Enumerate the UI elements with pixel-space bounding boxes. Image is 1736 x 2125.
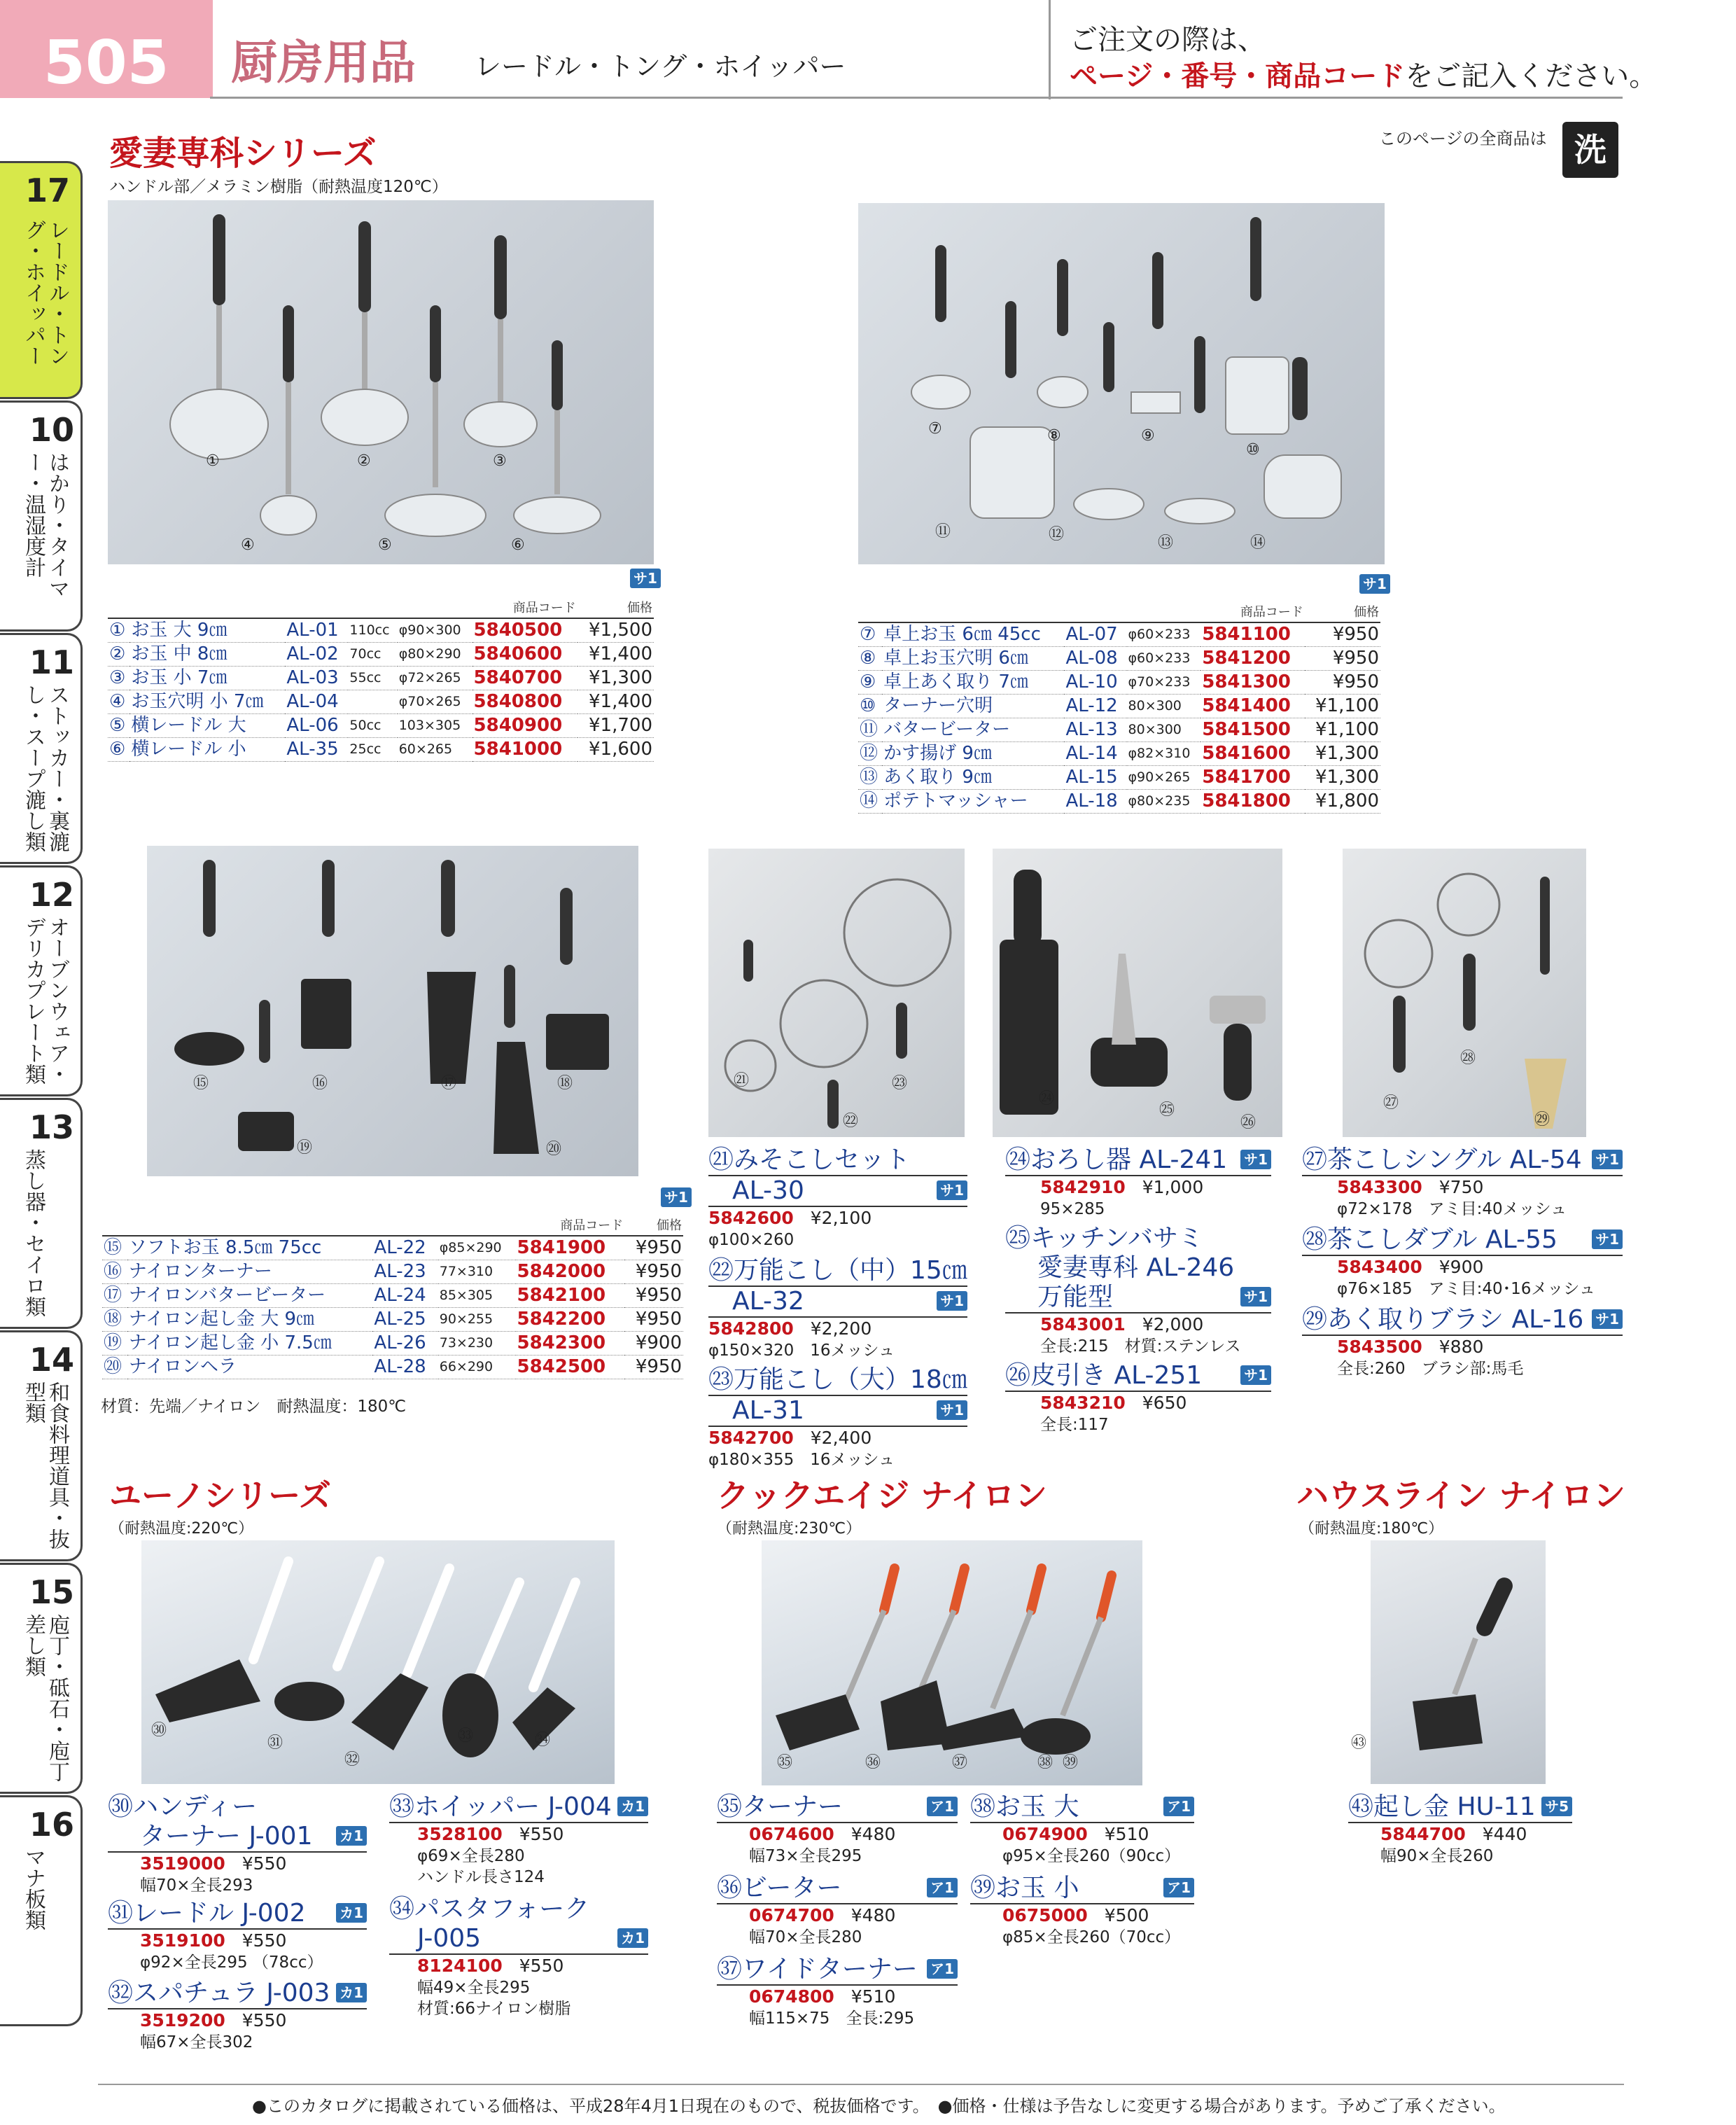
item-name: ㊸起し金 HU-11 サ5 xyxy=(1348,1792,1572,1823)
cook-section-title: クックエイジ ナイロン xyxy=(717,1477,1047,1514)
house-subtitle: （耐熱温度:180℃） xyxy=(1299,1520,1444,1538)
head-price: 価格 xyxy=(624,1217,683,1236)
item-code: 5843210 ¥650 xyxy=(1040,1393,1187,1413)
item-code: 0675000 ¥500 xyxy=(1002,1905,1149,1925)
supplier-badge: サ1 xyxy=(1240,1150,1271,1169)
photo-label: ⑧ xyxy=(1047,427,1061,445)
photo-label: ㉘ xyxy=(1460,1050,1476,1067)
photo-label: ⑱ xyxy=(557,1075,573,1092)
order-note-line2 xyxy=(1070,59,1657,94)
strainers-illustration xyxy=(708,849,965,1137)
order-note-tail: をご記入ください。 xyxy=(1405,60,1658,92)
tab-10[interactable]: 10 はかり・タイマー・温湿度計 xyxy=(0,400,83,632)
cook-subtitle: （耐熱温度:230℃） xyxy=(717,1520,862,1538)
header-subcategory: レードル・トング・ホイッパー xyxy=(475,51,846,82)
photo-label: ⑤ xyxy=(378,536,392,554)
item-code: 5844700 ¥440 xyxy=(1380,1824,1527,1844)
item-code: 0674900 ¥510 xyxy=(1002,1824,1149,1844)
photo-label: ㉓ xyxy=(892,1075,908,1092)
item-code: 5842600 ¥2,100 xyxy=(708,1208,872,1228)
photo-label: ⑩ xyxy=(1246,441,1260,459)
item-27[interactable] xyxy=(1302,1145,1623,1220)
order-note-line1: ご注文の際は、 xyxy=(1070,24,1266,56)
aisai-section-title: 愛妻専科シリーズ xyxy=(109,134,377,173)
item-name: ㉝ホイッパー J-004 カ1 xyxy=(389,1792,648,1823)
photo-label: ⑰ xyxy=(441,1075,457,1092)
photo-label: ⑦ xyxy=(928,420,942,438)
item-name: ㊱ビーター ア1 xyxy=(717,1874,958,1904)
supplier-badge: サ1 xyxy=(937,1400,967,1420)
item-name: ㉓万能こし（大）18㎝ xyxy=(708,1365,967,1396)
photo-label: ⑪ xyxy=(935,523,951,541)
head-price: 価格 xyxy=(1305,604,1380,622)
supplier-badge: サ1 xyxy=(1359,574,1390,594)
photo-label: ⑭ xyxy=(1250,534,1266,552)
photo-cook-35-39 xyxy=(762,1540,1142,1785)
grater-illustration xyxy=(993,849,1282,1137)
item-code: 5843400 ¥900 xyxy=(1337,1257,1484,1277)
photo-label: ㊸ xyxy=(1351,1734,1367,1752)
head-code: 商品コード xyxy=(472,599,578,618)
table-row[interactable]: ⑦ 卓上お玉 6㎝ 45cc AL-07 φ60×233 5841100 ¥950 xyxy=(858,622,1380,647)
photo-nylon-15-20 xyxy=(147,846,638,1176)
photo-label: ㉔ xyxy=(1039,1090,1055,1108)
item-spec: φ150×320 16メッシュ xyxy=(708,1342,895,1360)
photo-label: ㉞ xyxy=(535,1732,551,1749)
table-row[interactable]: ⑮ ソフトお玉 8.5㎝ 75cc AL-22 φ85×290 5841900 ¥950 xyxy=(102,1236,683,1260)
ladles-illustration xyxy=(108,200,654,564)
item-spec: 幅49×全長295 xyxy=(417,1979,531,1997)
photo-label: ㊱ xyxy=(865,1754,881,1771)
item-code: 5842910 ¥1,000 xyxy=(1040,1177,1204,1197)
supplier-badge: ア1 xyxy=(927,1959,958,1979)
photo-label: ㉚ xyxy=(151,1722,167,1739)
item-name: ㉜スパチュラ J-003 カ1 xyxy=(108,1979,367,2009)
item-spec: 幅70×全長293 xyxy=(140,1876,253,1895)
item-code: 3519200 ¥550 xyxy=(140,2010,287,2030)
item-spec: φ85×全長260（70cc） xyxy=(1002,1928,1181,1946)
supplier-badge: サ1 xyxy=(1592,1309,1623,1329)
photo-tea-strainers-27-29 xyxy=(1343,849,1586,1137)
supplier-badge: サ1 xyxy=(1240,1365,1271,1385)
photo-label: ㉖ xyxy=(1240,1114,1256,1131)
item-spec: 全長:117 xyxy=(1040,1416,1109,1434)
item-38[interactable] xyxy=(970,1792,1194,1867)
photo-label: ③ xyxy=(493,452,507,470)
item-name: ㉙あく取りブラシ AL-16 サ1 xyxy=(1302,1305,1623,1336)
tab-15[interactable]: 15 庖丁・砥石・庖丁差し類 xyxy=(0,1563,83,1794)
item-name: ㉒万能こし（中）15㎝ xyxy=(708,1256,967,1287)
photo-strainers-21-23 xyxy=(708,849,965,1137)
item-code: 3519000 ¥550 xyxy=(140,1853,287,1874)
yuno-section-title: ユーノシリーズ xyxy=(109,1477,331,1514)
item-31[interactable] xyxy=(108,1899,367,1973)
item-35[interactable] xyxy=(717,1792,958,1867)
item-33[interactable] xyxy=(389,1792,648,1888)
table-row[interactable]: ⑱ ナイロン起し金 大 9㎝ AL-25 90×255 5842200 ¥950 xyxy=(102,1308,683,1332)
supplier-badge: ア1 xyxy=(927,1878,958,1897)
table-row[interactable]: ③ お玉 小 7㎝ AL-03 55cc φ72×265 5840700 ¥1,300 xyxy=(108,667,654,690)
item-25[interactable] xyxy=(1005,1224,1271,1357)
photo-label: ㉗ xyxy=(1383,1094,1399,1112)
item-spec: 全長:215 材質:ステンレス xyxy=(1040,1337,1241,1356)
item-spec: φ180×355 16メッシュ xyxy=(708,1451,895,1469)
photo-label: ⑯ xyxy=(312,1075,328,1092)
supplier-badge: ア1 xyxy=(1163,1797,1194,1816)
item-30[interactable] xyxy=(108,1792,367,1896)
item-name: ㊴お玉 小 ア1 xyxy=(970,1874,1194,1904)
item-spec: φ100×260 xyxy=(708,1231,794,1249)
table-row[interactable]: ⑯ ナイロンターナー AL-23 77×310 5842000 ¥950 xyxy=(102,1260,683,1284)
item-21[interactable] xyxy=(708,1145,967,1250)
item-name: ㉔おろし器 AL-241 サ1 xyxy=(1005,1145,1271,1176)
item-line2: ターナー J-001 カ1 xyxy=(108,1822,367,1853)
photo-yuno-30-34 xyxy=(141,1540,615,1784)
item-model: AL-32 サ1 xyxy=(708,1287,967,1318)
table-row[interactable]: ⑭ ポテトマッシャー AL-18 φ80×235 5841800 ¥1,800 xyxy=(858,790,1380,814)
supplier-badge: カ1 xyxy=(336,1826,367,1846)
photo-label: ⑲ xyxy=(297,1139,313,1157)
photo-label: ⑥ xyxy=(511,536,525,554)
supplier-badge: サ1 xyxy=(630,569,661,588)
table-row[interactable]: ⑫ かす揚げ 9㎝ AL-14 φ82×310 5841600 ¥1,300 xyxy=(858,742,1380,766)
item-28[interactable] xyxy=(1302,1225,1623,1300)
table-row[interactable]: ⑪ バタービーター AL-13 80×300 5841500 ¥1,100 xyxy=(858,718,1380,742)
photo-label: ⑮ xyxy=(193,1075,209,1092)
wash-note: このページの全商品は xyxy=(1379,129,1547,148)
photo-label: ⑨ xyxy=(1141,427,1155,445)
item-code: 5843300 ¥750 xyxy=(1337,1177,1484,1197)
supplier-badge: サ1 xyxy=(937,1180,967,1200)
item-name: ㉗茶こしシングル AL-54 サ1 xyxy=(1302,1145,1623,1176)
item-spec: 幅67×全長302 xyxy=(140,2033,253,2051)
footer-rule xyxy=(98,2084,1624,2085)
item-line2: J-005 カ1 xyxy=(389,1924,648,1955)
utensils-illustration xyxy=(858,203,1385,564)
photo-label: ② xyxy=(357,452,371,470)
item-36[interactable] xyxy=(717,1874,958,1948)
item-name: ㉕キッチンバサミ xyxy=(1005,1224,1203,1253)
table-row[interactable]: ⑧ 卓上お玉穴明 6㎝ AL-08 φ60×233 5841200 ¥950 xyxy=(858,647,1380,671)
item-name: ㉟ターナー ア1 xyxy=(717,1792,958,1823)
item-code: 0674800 ¥510 xyxy=(749,1986,896,2007)
item-name: ㉞パスタフォーク xyxy=(389,1895,590,1923)
table3-note: 材質：先端／ナイロン 耐熱温度：180℃ xyxy=(101,1398,407,1416)
item-29[interactable] xyxy=(1302,1305,1623,1379)
item-code: 5843500 ¥880 xyxy=(1337,1337,1484,1357)
table-row[interactable]: ⑰ ナイロンバタービーター AL-24 85×305 5842100 ¥950 xyxy=(102,1284,683,1308)
photo-house-43 xyxy=(1351,1540,1546,1784)
house-illustration xyxy=(1371,1540,1546,1784)
supplier-badge: サ1 xyxy=(1240,1287,1271,1307)
item-spec-2: 材質:66ナイロン樹脂 xyxy=(417,2000,571,2018)
photo-ladles-1-6 xyxy=(108,200,654,564)
item-code: 5842800 ¥2,200 xyxy=(708,1318,872,1339)
nylon-utensils-illustration xyxy=(147,846,638,1176)
yuno-subtitle: （耐熱温度:220℃） xyxy=(109,1520,254,1538)
item-23[interactable] xyxy=(708,1365,967,1470)
item-code: 0674600 ¥480 xyxy=(749,1824,896,1844)
table-row[interactable]: ⑳ ナイロンヘラ AL-28 66×290 5842500 ¥950 xyxy=(102,1356,683,1379)
table-row[interactable]: ① お玉 大 9㎝ AL-01 110cc φ90×300 5840500 ¥1,500 xyxy=(108,618,654,643)
table-row[interactable]: ⑲ ナイロン起し金 小 7.5㎝ AL-26 73×230 5842300 ¥900 xyxy=(102,1332,683,1356)
item-spec: φ69×全長280 xyxy=(417,1847,525,1865)
photo-grater-24-26 xyxy=(993,849,1282,1137)
photo-label: ㉑ xyxy=(734,1072,750,1089)
supplier-badge: サ1 xyxy=(661,1187,692,1207)
item-code: 5842700 ¥2,400 xyxy=(708,1428,872,1448)
item-spec: φ95×全長260（90cc） xyxy=(1002,1847,1181,1865)
tea-strainers-illustration xyxy=(1343,849,1586,1137)
supplier-badge: サ1 xyxy=(1592,1229,1623,1249)
item-spec: φ72×178 アミ目:40メッシュ xyxy=(1337,1200,1567,1218)
supplier-badge: サ1 xyxy=(1592,1150,1623,1169)
item-43[interactable] xyxy=(1348,1792,1572,1867)
item-spec: 幅70×全長280 xyxy=(749,1928,862,1946)
item-spec: φ76×185 アミ目:40･16メッシュ xyxy=(1337,1280,1595,1298)
item-26[interactable] xyxy=(1005,1361,1271,1435)
cook-illustration xyxy=(762,1540,1142,1785)
aisai-table-2 xyxy=(858,604,1380,814)
item-code: 8124100 ¥550 xyxy=(417,1956,564,1976)
tab-11[interactable]: 11 ストッカー・裏漉し・スープ漉し類 xyxy=(0,633,83,864)
order-note-emphasis: ページ・番号・商品コード xyxy=(1070,60,1406,92)
item-name: ㉚ハンディー xyxy=(108,1792,258,1821)
tab-12[interactable]: 12 オーブンウェア・デリカプレート類 xyxy=(0,865,83,1096)
table-row[interactable]: ⑤ 横レードル 大 AL-06 50cc 103×305 5840900 ¥1,700 xyxy=(108,714,654,738)
tab-16[interactable]: 16 マナ板類 xyxy=(0,1795,83,2026)
photo-label: ④ xyxy=(241,536,255,554)
item-spec: 95×285 xyxy=(1040,1200,1105,1218)
aisai-subtitle: ハンドル部／メラミン樹脂（耐熱温度120℃） xyxy=(109,178,448,196)
item-24[interactable] xyxy=(1005,1145,1271,1220)
photo-label: ㉕ xyxy=(1159,1101,1175,1119)
item-34[interactable] xyxy=(389,1895,648,2019)
supplier-badge: カ1 xyxy=(336,1903,367,1923)
head-code: 商品コード xyxy=(516,1217,625,1236)
photo-label: ① xyxy=(206,452,220,470)
table-row[interactable]: ⑨ 卓上あく取り 7㎝ AL-10 φ70×233 5841300 ¥950 xyxy=(858,671,1380,695)
item-model: AL-31 サ1 xyxy=(708,1396,967,1427)
item-line2: 愛妻専科 AL-246 xyxy=(1037,1253,1235,1282)
item-spec: 幅73×全長295 xyxy=(749,1847,862,1865)
item-spec: φ92×全長295 （78cc） xyxy=(140,1953,323,1972)
item-name: ㉖皮引き AL-251 サ1 xyxy=(1005,1361,1271,1392)
footer-note: ●このカタログに掲載されている価格は、平成28年4月1日現在のもので、税抜価格です。 ●価格・仕様は予告なしに変更する場合があります。予めご了承ください。 xyxy=(252,2096,1506,2116)
table-row[interactable]: ⑬ あく取り 9㎝ AL-15 φ90×265 5841700 ¥1,300 xyxy=(858,766,1380,790)
photo-label: ⑬ xyxy=(1158,534,1174,552)
tab-14[interactable]: 14 和食料理道具・抜型類 xyxy=(0,1330,83,1561)
item-code: 5843001 ¥2,000 xyxy=(1040,1314,1204,1335)
table-row[interactable]: ④ お玉穴明 小 7㎝ AL-04 φ70×265 5840800 ¥1,400 xyxy=(108,690,654,714)
photo-label: ㉙ xyxy=(1534,1111,1550,1129)
photo-utensils-7-14 xyxy=(858,203,1385,564)
photo-label: ㉜ xyxy=(344,1751,360,1769)
photo-label: ㊳ xyxy=(1037,1754,1054,1771)
photo-label: ㊴ xyxy=(1063,1754,1079,1771)
item-code: 3528100 ¥550 xyxy=(417,1824,564,1844)
head-code: 商品コード xyxy=(1200,604,1305,622)
item-22[interactable] xyxy=(708,1256,967,1361)
head-price: 価格 xyxy=(578,599,654,618)
item-spec: 幅90×全長260 xyxy=(1380,1847,1494,1865)
supplier-badge: ア1 xyxy=(927,1797,958,1816)
item-code: 3519100 ¥550 xyxy=(140,1930,287,1951)
item-code: 0674700 ¥480 xyxy=(749,1905,896,1925)
photo-label: ⑳ xyxy=(546,1141,562,1158)
photo-label: ⑫ xyxy=(1049,526,1065,543)
item-line3: 万能型 サ1 xyxy=(1005,1283,1271,1314)
item-39[interactable] xyxy=(970,1874,1194,1948)
table-row[interactable]: ⑥ 横レードル 小 AL-35 25cc 60×265 5841000 ¥1,600 xyxy=(108,738,654,762)
supplier-badge: カ1 xyxy=(336,1983,367,2002)
house-section-title: ハウスライン ナイロン xyxy=(1296,1477,1626,1514)
supplier-badge: サ5 xyxy=(1541,1797,1572,1816)
supplier-badge: ア1 xyxy=(1163,1878,1194,1897)
page-number: 505 xyxy=(43,28,169,98)
photo-label: ㉟ xyxy=(777,1754,793,1771)
item-name: ㊲ワイドターナー ア1 xyxy=(717,1955,958,1986)
photo-label: ㉛ xyxy=(267,1734,284,1752)
tab-17[interactable]: 17 レードル・トング・ホイッパー xyxy=(0,161,83,399)
photo-label: ㊲ xyxy=(952,1754,968,1771)
aisai-table-1 xyxy=(108,599,654,762)
supplier-badge: カ1 xyxy=(617,1928,648,1948)
header-bottom-rule xyxy=(210,97,1623,99)
photo-label: ㉝ xyxy=(458,1727,474,1745)
aisai-table-3 xyxy=(102,1217,683,1379)
item-37[interactable] xyxy=(717,1955,958,2029)
item-name: ㉑みそこしセット xyxy=(708,1145,967,1176)
item-spec: 幅115×75 全長:295 xyxy=(749,2009,915,2028)
item-32[interactable] xyxy=(108,1979,367,2053)
supplier-badge: サ1 xyxy=(937,1291,967,1311)
item-name: ㉘茶こしダブル AL-55 サ1 xyxy=(1302,1225,1623,1256)
item-name: ㉛レードル J-002 カ1 xyxy=(108,1899,367,1930)
supplier-badge: カ1 xyxy=(617,1797,648,1816)
table-row[interactable]: ② お玉 中 8㎝ AL-02 70cc φ80×290 5840600 ¥1,400 xyxy=(108,643,654,667)
table-row[interactable]: ⑩ ターナー穴明 AL-12 80×300 5841400 ¥1,100 xyxy=(858,695,1380,718)
header-category: 厨房用品 xyxy=(231,36,416,90)
header-right-border xyxy=(1049,0,1051,99)
item-spec-2: ハンドル長さ124 xyxy=(417,1868,545,1886)
photo-label: ㉒ xyxy=(843,1113,859,1130)
item-model: AL-30 サ1 xyxy=(708,1176,967,1207)
item-name: ㊳お玉 大 ア1 xyxy=(970,1792,1194,1823)
dishwasher-icon: 洗 xyxy=(1562,122,1618,178)
header-divider xyxy=(210,0,213,98)
tab-13[interactable]: 13 蒸し器・セイロ類 xyxy=(0,1098,83,1329)
item-spec: 全長:260 ブラシ部:馬毛 xyxy=(1337,1360,1524,1378)
